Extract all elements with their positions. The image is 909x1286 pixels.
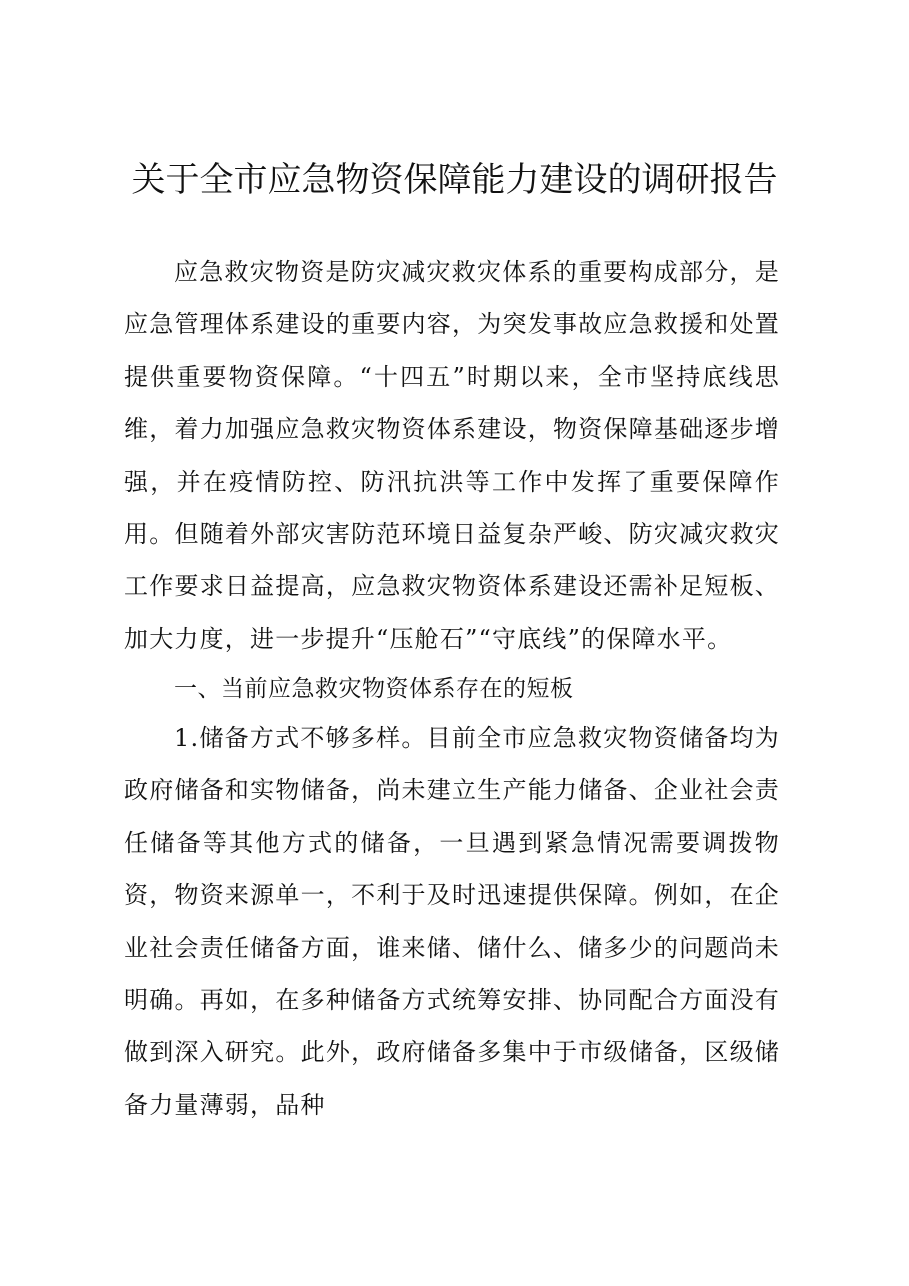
section-heading: 一、当前应急救灾物资体系存在的短板 (174, 676, 574, 702)
section-item-paragraph: 1.储备方式不够多样。目前全市应急救灾物资储备均为政府储备和实物储备，尚未建立生产能力储备、企业社会责任储备等其他方式的储备，一旦遇到紧急情况需要调拨物资，物资来源单一，不利于及时迅速提供保障。例如，在企业社会责任储备方面，谁来储、储什么、储多少的问题尚未明确。再如，在多种储备方式统筹安排、协同配合方面没有做到深入研究。此外，政府储备多集中于市级储备，区级储备力量薄弱，品种 (124, 724, 780, 1119)
document-title: 关于全市应急物资保障能力建设的调研报告 (131, 160, 778, 200)
intro-paragraph: 应急救灾物资是防灾减灾救灾体系的重要构成部分，是应急管理体系建设的重要内容，为突发事故应急救援和处置提供重要物资保障。“十四五”时期以来，全市坚持底线思维，着力加强应急救灾物资体系建设，物资保障基础逐步增强，并在疫情防控、防汛抗洪等工作中发挥了重要保障作用。但随着外部灾害防范环境日益复杂严峻、防灾减灾救灾工作要求日益提高，应急救灾物资体系建设还需补足短板、加大力度，进一步提升“压舱石”“守底线”的保障水平。 (124, 258, 780, 653)
